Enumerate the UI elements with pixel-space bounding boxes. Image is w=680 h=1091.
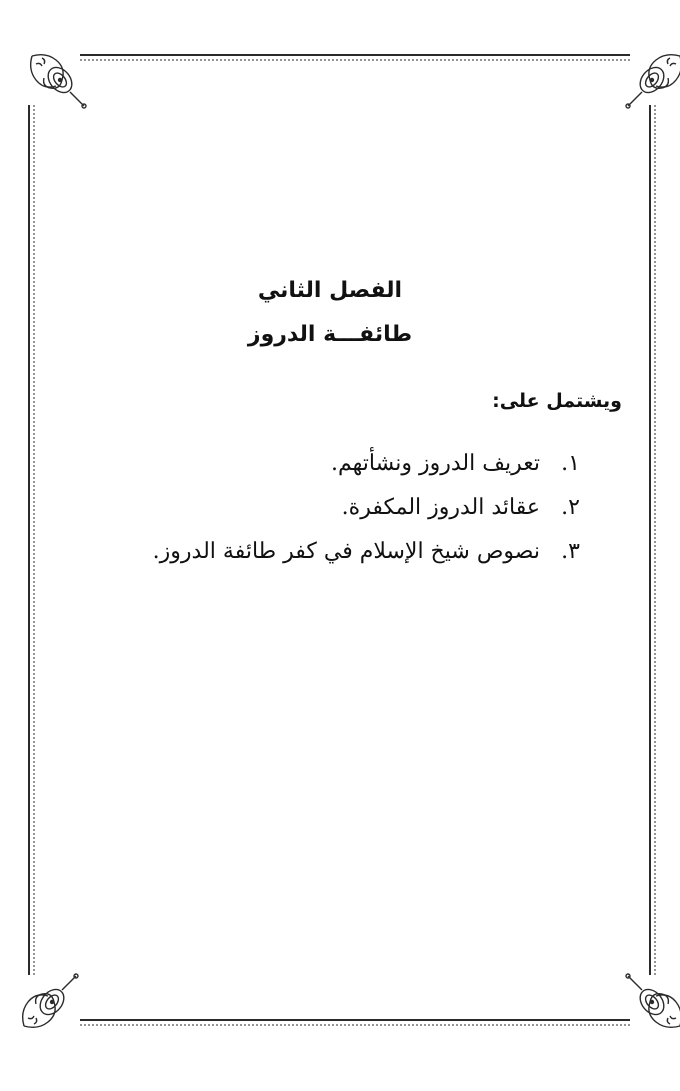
contents-list [153, 442, 580, 574]
list-item [153, 442, 580, 486]
contents-intro: ويشتمل على: [492, 390, 622, 412]
item-text: تعريف الدروز ونشأتهم. [331, 451, 540, 476]
item-number: ٢. [561, 495, 580, 520]
list-item [153, 486, 580, 530]
item-text: نصوص شيخ الإسلام في كفر طائفة الدروز. [152, 539, 540, 564]
item-number: ٣. [561, 539, 580, 564]
list-item [153, 530, 580, 574]
item-number: ١. [561, 451, 580, 476]
chapter-subtitle: طائفـــة الدروز [247, 322, 413, 347]
chapter-title: الفصل الثاني [257, 278, 403, 303]
item-text: عقائد الدروز المكفرة. [341, 495, 540, 520]
